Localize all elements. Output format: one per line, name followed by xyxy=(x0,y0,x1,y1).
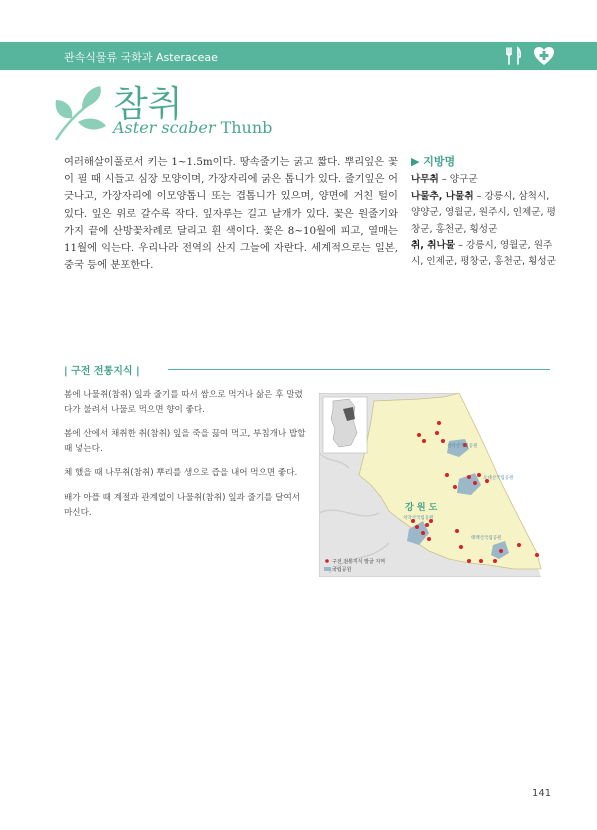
survey-site-dot xyxy=(499,549,503,553)
plant-name-korean: 참취 xyxy=(113,84,183,125)
dialect-entry: 나무취 – 양구군 xyxy=(411,174,478,186)
dialect-entry: 취, 취나물 – 강릉시, 영월군, 원주시, 인제군, 평창군, 홍천군, 횡성군 xyxy=(411,240,556,268)
section-divider xyxy=(168,369,550,370)
heart-plus-icon xyxy=(533,46,555,66)
dialect-entry: 나물추, 나물취 – 강릉시, 삼척시, 양양군, 영월군, 원주시, 인제군, 평창군, 홍천군, 횡성군 xyxy=(411,190,556,235)
plant-name-scientific xyxy=(113,118,272,137)
dialect-heading: ▶ 지방명 xyxy=(411,155,456,168)
survey-site-dot xyxy=(467,475,471,479)
survey-site-dot xyxy=(427,537,431,541)
survey-site-dot xyxy=(467,559,471,563)
survey-site-dot xyxy=(445,473,449,477)
survey-site-dot xyxy=(441,439,445,443)
survey-site-dot xyxy=(421,531,425,535)
survey-site-dot xyxy=(493,559,497,563)
survey-site-dot xyxy=(437,421,441,425)
tradition-paragraph: 봄에 나물취(참취) 잎과 줄기를 따서 쌈으로 먹거나 삶은 후 말렸다가 불려서 나물로 먹으면 향이 좋다. xyxy=(64,390,303,415)
plant-description: 여러해살이풀로서 키는 1~1.5m이다. 땅속줄기는 굵고 짧다. 뿌리잎은 꽃이 필 때 시들고 심장 모양이며, 가장자리에 굵은 톱니가 있다. 줄기잎은 어긋나고, 가장자리에 이모양톱니 또는 겹톱니가 있으며, 양면에 거친 털이 있다. 잎은 위로 갈수록 작다. 잎자루는 길고 날개가 있다. 꽃은 원줄기와 가지 끝에 산방꽃차례로 달리고 흰 색이다. 꽃은 8~10월에 피고, 열매는 11월에 익는다. 우리나라 전역의 산지 그늘에 자란다. 세계적으로는 일본, 중국 등에 분포한다. xyxy=(64,156,398,272)
park-label: 설악산국립공원 xyxy=(447,444,478,449)
legend-label: 구전 전통지식 발굴 지역 xyxy=(332,559,386,565)
scientific-name: Aster scaber xyxy=(113,118,216,137)
tradition-paragraph: 봄에 산에서 채취한 취(참취) 잎을 죽을 끓여 먹고, 부침개나 밥할 때 넣는다. xyxy=(64,429,306,454)
survey-site-dot xyxy=(479,559,483,563)
dialect-panel xyxy=(411,154,561,271)
legend-dot-icon xyxy=(325,559,329,563)
gangwon-map xyxy=(319,393,550,577)
survey-site-dot xyxy=(453,485,457,489)
survey-site-dot xyxy=(535,553,539,557)
survey-site-dot xyxy=(435,431,439,435)
province-label: 강 원 도 xyxy=(405,503,438,513)
tradition-paragraph: 배가 아플 때 계절과 관계없이 나물취(참취) 잎과 줄기를 달여서 마신다. xyxy=(64,492,301,518)
leaf-decoration-icon xyxy=(52,84,108,142)
survey-site-dot xyxy=(459,545,463,549)
park-label: 치악산국립공원 xyxy=(403,516,434,521)
korea-inset-map xyxy=(323,397,367,453)
scientific-author: Thunb xyxy=(220,118,273,137)
tradition-section-header xyxy=(64,362,550,376)
tradition-paragraph: 체 했을 때 나무취(참취) 뿌리를 생으로 즙을 내어 먹으면 좋다. xyxy=(64,468,298,479)
category-label: 관속식물류 국화과 Asteraceae xyxy=(64,51,218,64)
header-bar xyxy=(0,42,597,70)
header-icons xyxy=(505,46,555,66)
tradition-heading: | 구전 전통지식 | xyxy=(64,366,140,377)
survey-site-dot xyxy=(417,433,421,437)
survey-site-dot xyxy=(455,529,459,533)
survey-site-dot xyxy=(477,473,481,477)
survey-site-dot xyxy=(422,439,426,443)
survey-site-dot xyxy=(415,525,419,529)
legend-label: 국립공원 xyxy=(332,567,352,573)
page-number: 141 xyxy=(532,788,552,799)
survey-site-dot xyxy=(517,543,521,547)
utensils-icon xyxy=(505,46,523,66)
survey-site-dot xyxy=(425,523,429,527)
legend-park-swatch xyxy=(324,567,331,571)
tradition-text xyxy=(64,388,306,530)
park-label: 태백산국립공원 xyxy=(471,536,502,541)
park-label: 오대산국립공원 xyxy=(483,476,514,481)
survey-site-dot xyxy=(473,481,477,485)
